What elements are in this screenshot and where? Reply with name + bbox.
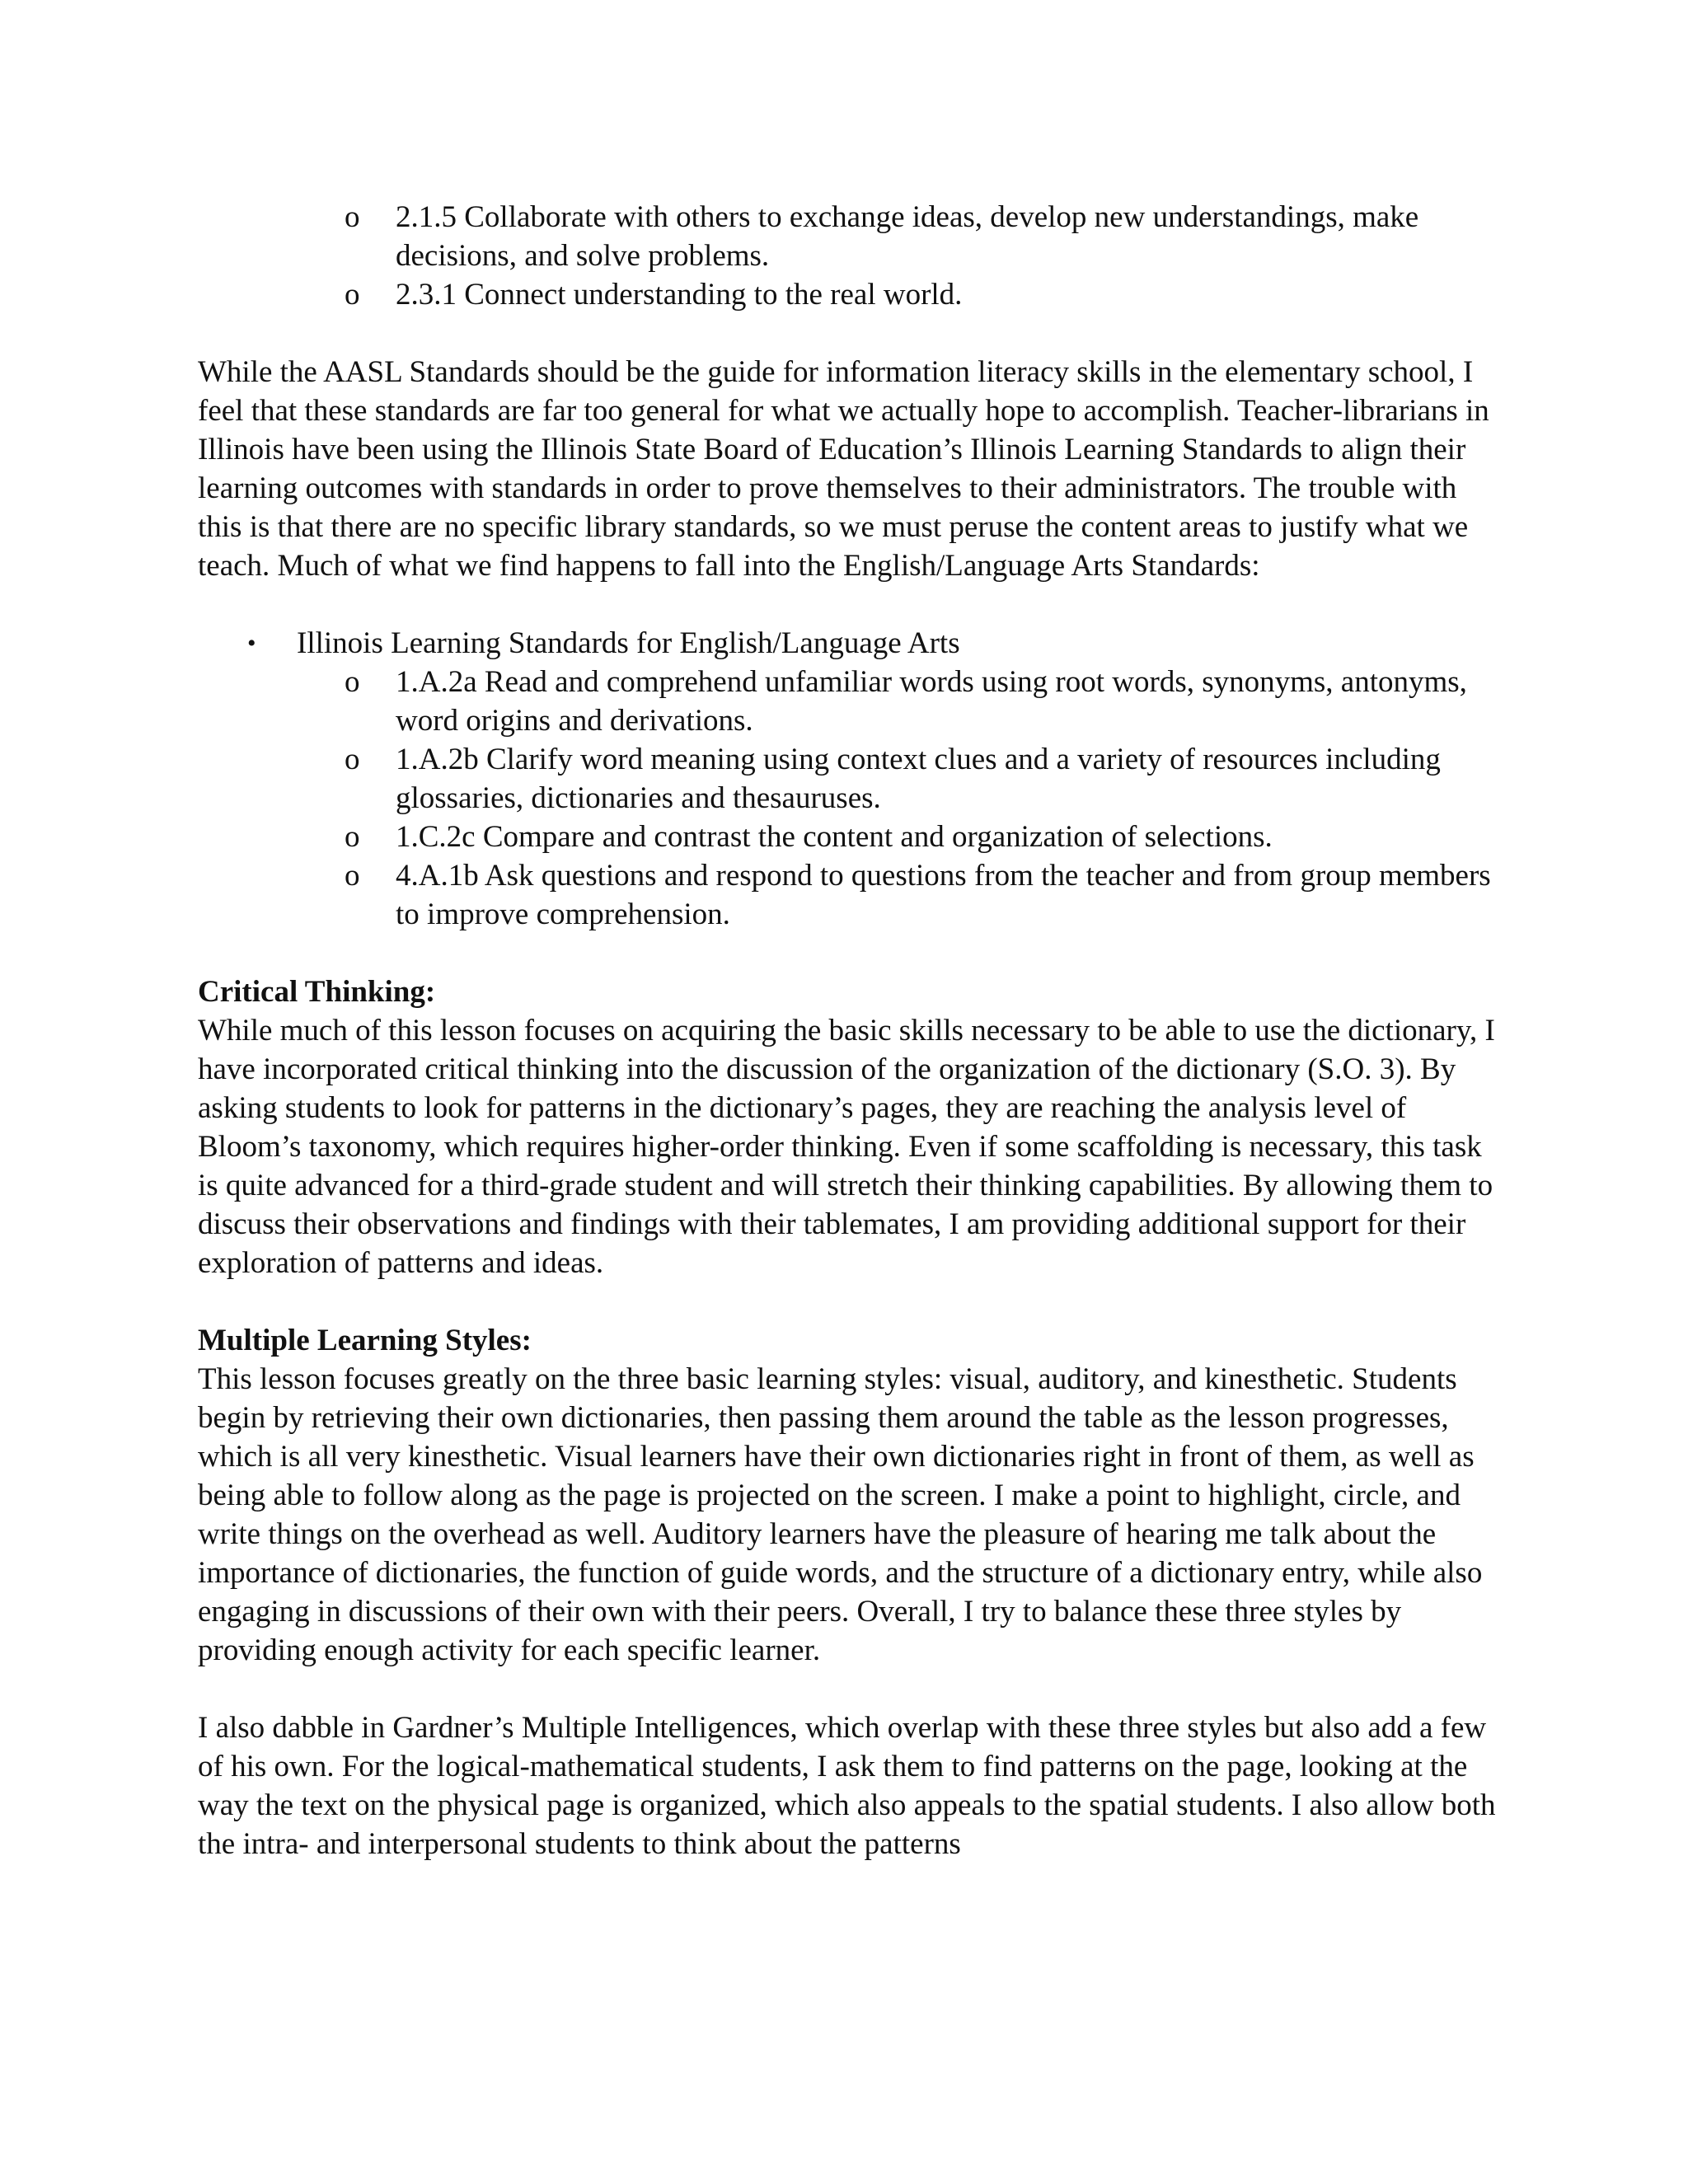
list-marker: o bbox=[345, 820, 360, 854]
list-marker: o bbox=[345, 743, 360, 776]
bullet-marker: • bbox=[247, 630, 256, 657]
spacer bbox=[198, 1670, 1500, 1708]
list-item-text: 4.A.1b Ask questions and respond to questions from the teacher and from group members to improve comprehension. bbox=[396, 859, 1491, 931]
list-marker: o bbox=[345, 859, 360, 893]
list-item-text: 1.C.2c Compare and contrast the content and organization of selections. bbox=[396, 820, 1273, 854]
list-item-text: 2.1.5 Collaborate with others to exchange ideas, develop new understandings, make decisions, and solve problems. bbox=[396, 200, 1419, 273]
list-item bbox=[198, 198, 1500, 275]
list-marker: o bbox=[345, 278, 360, 312]
list-item bbox=[297, 740, 1500, 818]
list-item bbox=[198, 275, 1500, 314]
aasl-standards-list bbox=[198, 198, 1500, 314]
list-marker: o bbox=[345, 200, 360, 234]
list-item bbox=[297, 856, 1500, 934]
bullet-item-text: Illinois Learning Standards for English/Language Arts bbox=[297, 626, 960, 660]
section-heading-learning-styles: Multiple Learning Styles: bbox=[198, 1324, 532, 1357]
spacer bbox=[198, 934, 1500, 972]
section-heading-critical-thinking: Critical Thinking: bbox=[198, 975, 436, 1009]
list-marker: o bbox=[345, 665, 360, 699]
illinois-standards-list bbox=[198, 624, 1500, 934]
list-item bbox=[297, 818, 1500, 856]
paragraph-multiple-intelligences: I also dabble in Gardner’s Multiple Intelligences, which overlap with these three styles but also add a few of his own. For the logical-mathematical students, I ask them to find patterns on the page, looking at the way the text on the physical page is organized, which also appeals to the spatial students. I also allow both the intra- and interpersonal students to think about the patterns bbox=[198, 1711, 1496, 1861]
bullet-item bbox=[198, 624, 1500, 934]
spacer bbox=[198, 585, 1500, 624]
list-item-text: 2.3.1 Connect understanding to the real world. bbox=[396, 278, 963, 312]
paragraph-aasl-intro: While the AASL Standards should be the guide for information literacy skills in the elementary school, I feel that these standards are far too general for what we actually hope to accomplish. Teacher-librarians in Illinois have been using the Illinois State Board of Education’s Illinois Learning Standards to align their learning outcomes with standards in order to prove themselves to their administrators. The trouble with this is that there are no specific library standards, so we must peruse the content areas to justify what we teach. Much of what we find happens to fall into the English/Language Arts Standards: bbox=[198, 355, 1489, 583]
list-item bbox=[297, 663, 1500, 740]
spacer bbox=[198, 1282, 1500, 1321]
list-item-text: 1.A.2a Read and comprehend unfamiliar words using root words, synonyms, antonyms, word origins and derivations. bbox=[396, 665, 1467, 738]
ela-standards-sublist bbox=[297, 663, 1500, 934]
paragraph-learning-styles: This lesson focuses greatly on the three basic learning styles: visual, auditory, and kinesthetic. Students begin by retrieving their own dictionaries, then passing them around the table as the lesson progresses, which is all very kinesthetic. Visual learners have their own dictionaries right in front of them, as well as being able to follow along as the page is projected on the screen. I make a point to highlight, circle, and write things on the overhead as well. Auditory learners have the pleasure of hearing me talk about the importance of dictionaries, the function of guide words, and the structure of a dictionary entry, while also engaging in discussions of their own with their peers. Overall, I try to balance these three styles by providing enough activity for each specific learner. bbox=[198, 1362, 1483, 1667]
paragraph-critical-thinking: While much of this lesson focuses on acquiring the basic skills necessary to be able to use the dictionary, I have incorporated critical thinking into the discussion of the organization of the dictionary (S.O. 3). By asking students to look for patterns in the dictionary’s pages, they are reaching the analysis level of Bloom’s taxonomy, which requires higher-order thinking. Even if some scaffolding is necessary, this task is quite advanced for a third-grade student and will stretch their thinking capabilities. By allowing them to discuss their observations and findings with their tablemates, I am providing additional support for their exploration of patterns and ideas. bbox=[198, 1014, 1495, 1280]
document-page bbox=[198, 198, 1500, 1863]
spacer bbox=[198, 314, 1500, 353]
list-item-text: 1.A.2b Clarify word meaning using context clues and a variety of resources including glossaries, dictionaries and thesauruses. bbox=[396, 743, 1441, 815]
